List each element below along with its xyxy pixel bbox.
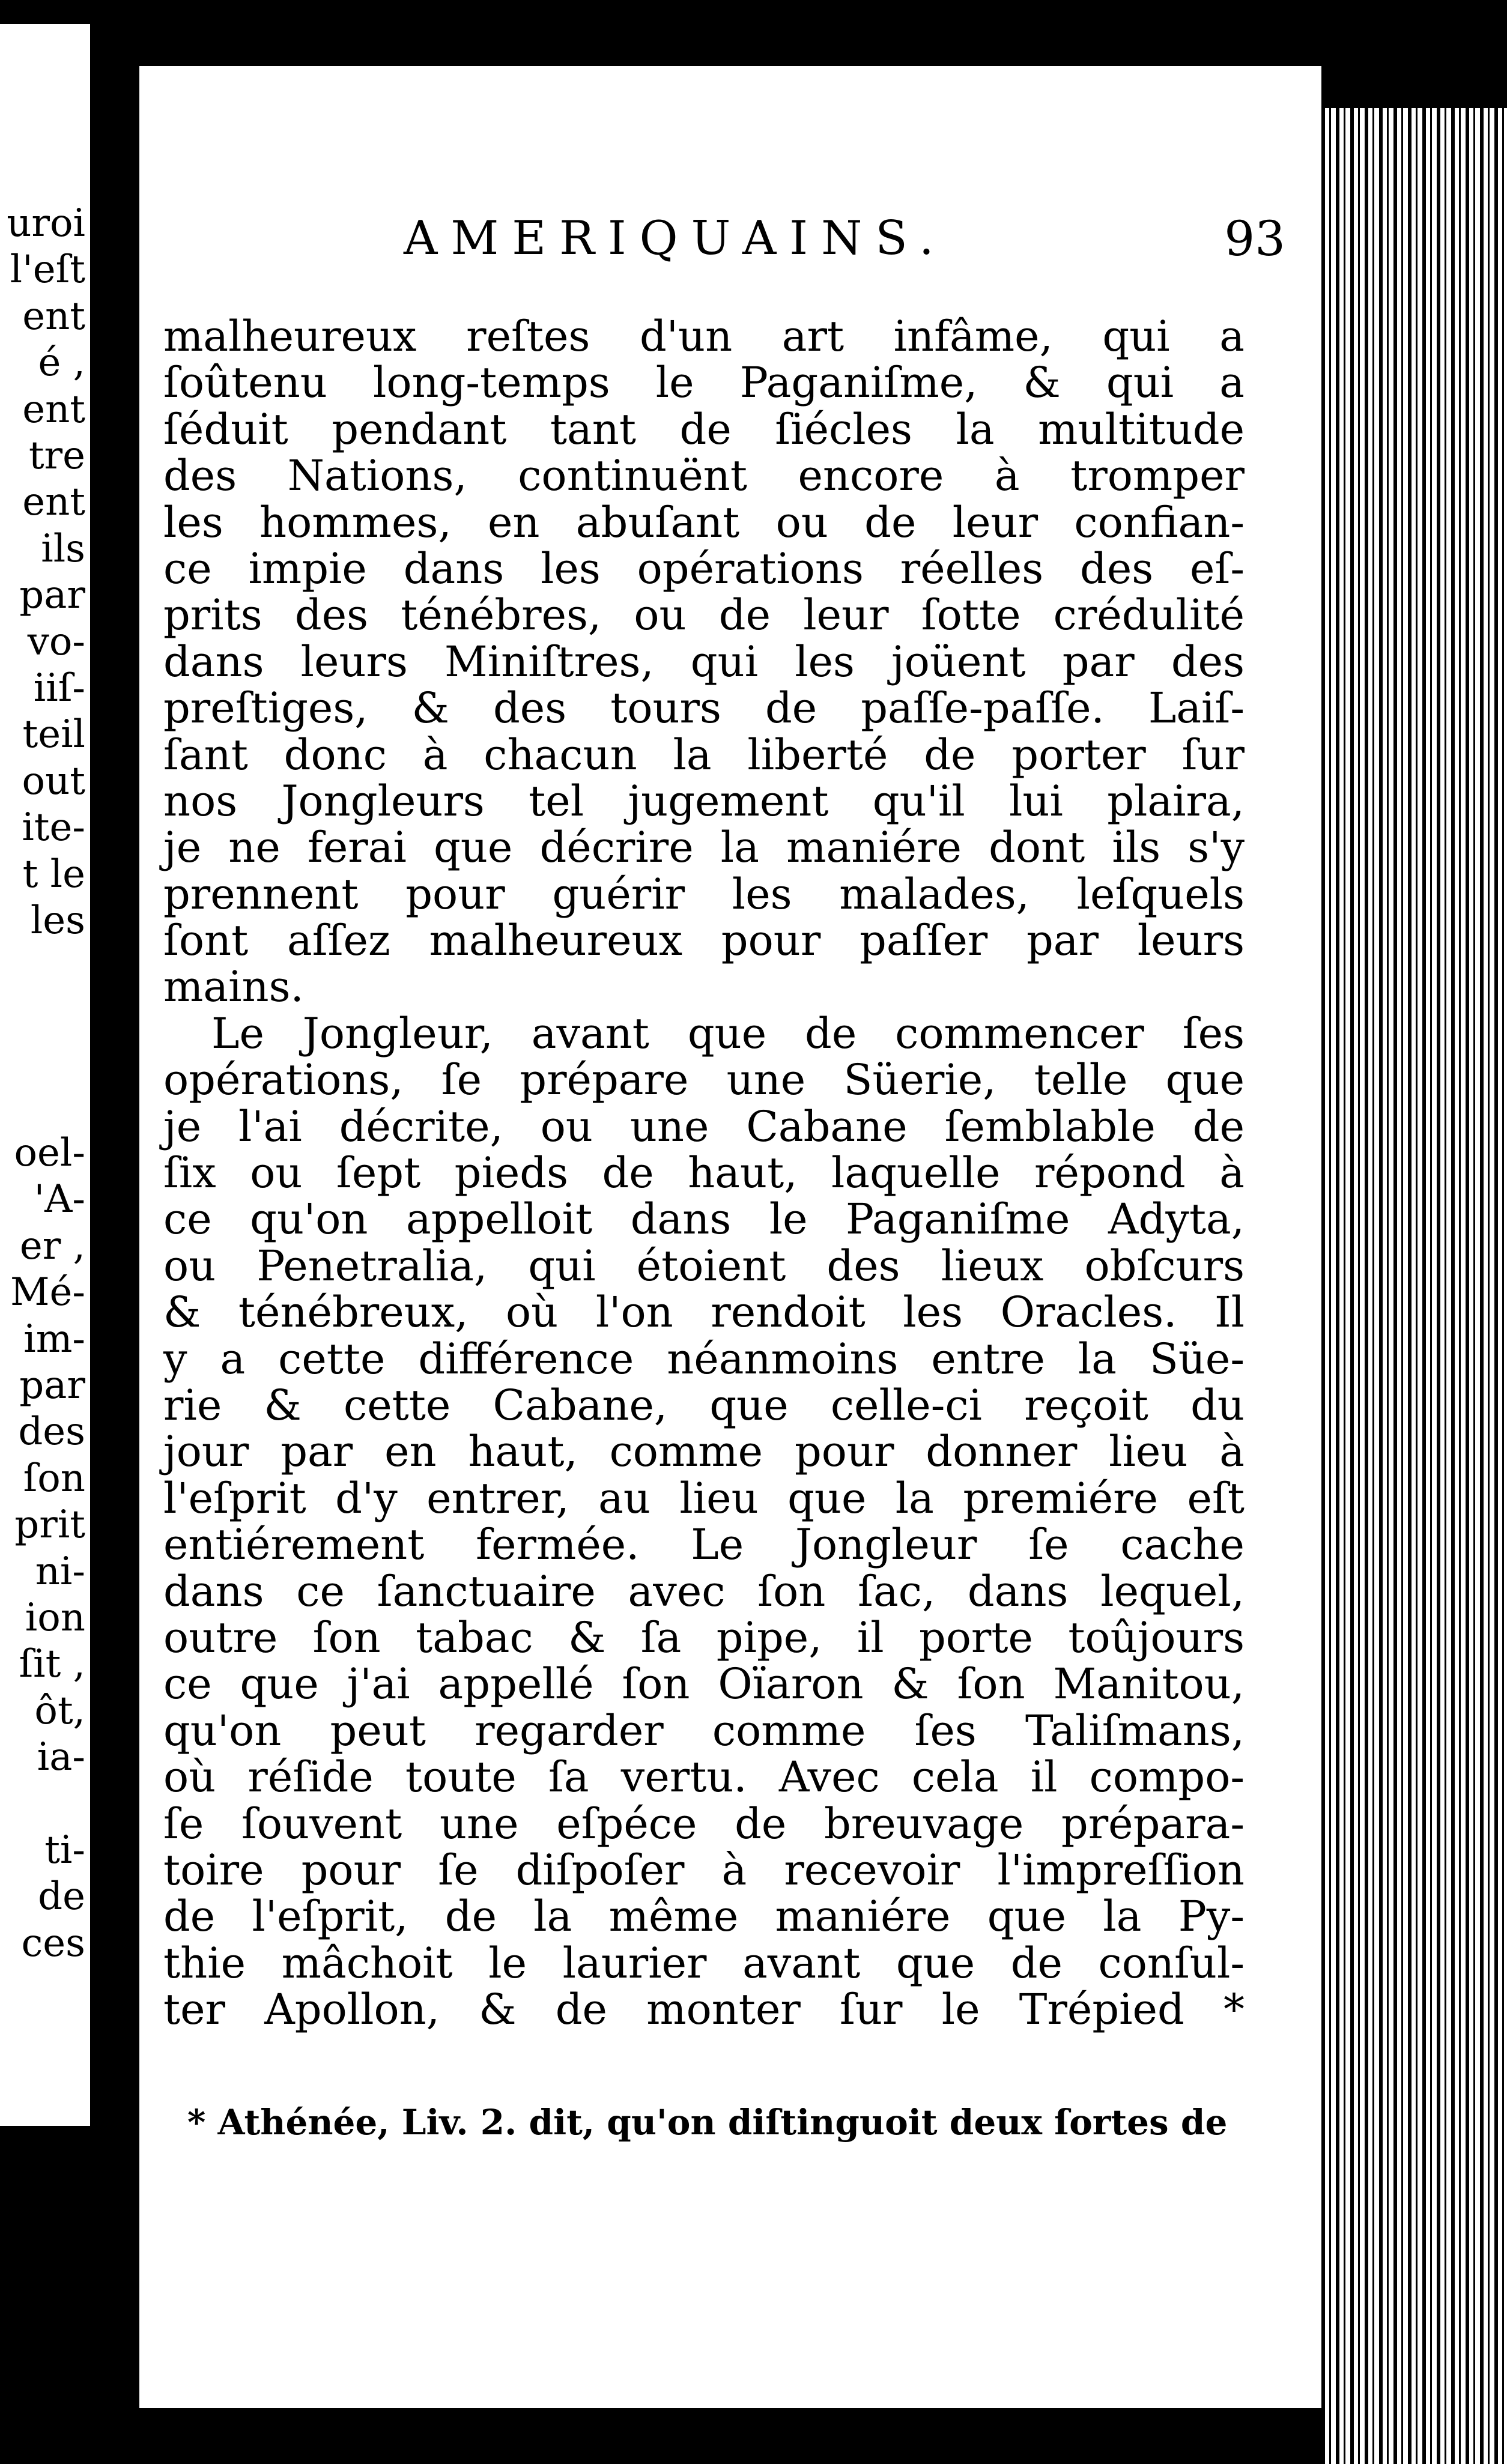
text-line: y a cette différence néanmoins entre la Süe-: [163, 1334, 1245, 1384]
text-line: qu'on peut regarder comme ſes Taliſmans,: [163, 1706, 1245, 1755]
text-line: les hommes, en abuſant ou de leur confian-: [163, 497, 1245, 547]
text-line: preſtiges, & des tours de paſſe-paſſe. Laiſ-: [163, 683, 1245, 733]
text-line: opérations, ſe prépare une Süerie, telle que: [163, 1055, 1245, 1105]
fragment-line: ni-: [35, 1549, 85, 1594]
fragment-line: l'eſt: [10, 247, 85, 292]
text-line: de l'eſprit, de la même maniére que la Py-: [163, 1892, 1245, 1942]
fragment-line: t le: [22, 852, 85, 897]
text-line: ſoûtenu long-temps le Paganiſme, & qui a: [163, 358, 1245, 408]
text-line: prits des ténébres, ou de leur ſotte crédulité: [163, 590, 1245, 640]
fragment-line: par: [19, 1363, 85, 1408]
page-number: 93: [1224, 211, 1285, 267]
fragment-line: ôt,: [34, 1688, 85, 1733]
fragment-line: ent: [22, 480, 85, 525]
text-line: outre ſon tabac & ſa pipe, il porte toûjours: [163, 1612, 1245, 1662]
fragment-line: Mé-: [10, 1270, 85, 1315]
text-line: malheureux reſtes d'un art infâme, qui a: [163, 312, 1245, 361]
text-line: ſéduit pendant tant de ſiécles la multitude: [163, 404, 1245, 454]
fragment-line: ion: [25, 1596, 85, 1640]
text-line: ſix ou ſept pieds de haut, laquelle répond à: [163, 1148, 1245, 1198]
text-line: ce qu'on appelloit dans le Paganiſme Adyta,: [163, 1194, 1245, 1244]
fragment-line: tre: [28, 434, 85, 478]
text-line: ce que j'ai appellé ſon Oïaron & ſon Manitou,: [163, 1659, 1245, 1709]
fragment-line: les: [30, 898, 85, 943]
text-line: ou Penetralia, qui étoient des lieux obſcurs: [163, 1241, 1245, 1291]
fragment-line: ils: [41, 526, 85, 571]
text-line: dans ce ſanctuaire avec ſon ſac, dans lequel,: [163, 1566, 1245, 1616]
text-line: & ténébreux, où l'on rendoit les Oracles. Il: [163, 1288, 1245, 1337]
text-line: mains.: [163, 962, 304, 1012]
fragment-line: ces: [21, 1921, 85, 1966]
book-fore-edge: [1321, 108, 1507, 2464]
fragment-line: ent: [22, 294, 85, 339]
fragment-line: out: [22, 758, 85, 804]
left-page-fragment: [0, 24, 90, 2126]
fragment-line: prit: [14, 1503, 85, 1548]
text-line: l'eſprit d'y entrer, au lieu que la premiére eſt: [163, 1473, 1245, 1523]
fragment-line: ti-: [44, 1828, 85, 1872]
body-text: [163, 313, 1245, 2033]
fragment-line: oel-: [14, 1131, 85, 1175]
fragment-line: par: [19, 573, 85, 618]
book-page: [139, 66, 1321, 2408]
fragment-line: ia-: [37, 1735, 85, 1780]
text-line: ce impie dans les opérations réelles des eſ-: [163, 543, 1245, 593]
fragment-line: er ,: [19, 1223, 85, 1268]
footnote: * Athénée, Liv. 2. dit, qu'on diſtinguoit deux ſortes de: [187, 2102, 1228, 2143]
fragment-line: vo-: [27, 619, 85, 664]
text-line: Le Jongleur, avant que de commencer ſes: [211, 1008, 1245, 1058]
text-line: jour par en haut, comme pour donner lieu à: [163, 1427, 1245, 1477]
fragment-line: ſon: [23, 1456, 85, 1501]
text-line: dans leurs Miniſtres, qui les joüent par des: [163, 637, 1245, 686]
running-head: AMERIQUAINS.: [404, 211, 947, 265]
fragment-line: im-: [23, 1316, 85, 1361]
fragment-line: ſit ,: [19, 1642, 85, 1687]
fragment-line: ent: [22, 387, 85, 432]
text-line: ſe ſouvent une eſpéce de breuvage prépara-: [163, 1799, 1245, 1848]
text-line: nos Jongleurs tel jugement qu'il lui plaira,: [163, 776, 1245, 826]
fragment-line: teil: [22, 712, 85, 757]
text-line: ſont aſſez malheureux pour paſſer par leurs: [163, 916, 1245, 966]
fragment-line: uroi: [7, 201, 85, 246]
text-line: je ne ferai que décrire la maniére dont ils s'y: [163, 823, 1245, 873]
text-line: thie mâchoit le laurier avant que de conſul-: [163, 1938, 1245, 1988]
fragment-line: iiſ-: [33, 666, 85, 710]
text-line: des Nations, continuënt encore à tromper: [163, 451, 1245, 501]
text-line: toire pour ſe diſpoſer à recevoir l'impreſſion: [163, 1845, 1245, 1895]
fragment-line: des: [18, 1409, 85, 1454]
page-header: [139, 211, 1321, 281]
fragment-line: é ,: [38, 341, 85, 386]
text-line: ter Apollon, & de monter ſur le Trépied *: [163, 1985, 1245, 2035]
fragment-line: 'A-: [34, 1177, 85, 1222]
text-line: ſant donc à chacun la liberté de porter ſur: [163, 730, 1245, 779]
text-line: entiérement fermée. Le Jongleur ſe cache: [163, 1520, 1245, 1570]
fragment-line: de: [38, 1874, 85, 1919]
fragment-line: ite-: [22, 805, 85, 850]
text-line: prennent pour guérir les malades, leſquels: [163, 869, 1245, 919]
text-line: rie & cette Cabane, que celle-ci reçoit du: [163, 1380, 1245, 1430]
text-line: où réſide toute ſa vertu. Avec cela il compo-: [163, 1752, 1245, 1802]
text-line: je l'ai décrite, ou une Cabane ſemblable de: [163, 1101, 1245, 1151]
